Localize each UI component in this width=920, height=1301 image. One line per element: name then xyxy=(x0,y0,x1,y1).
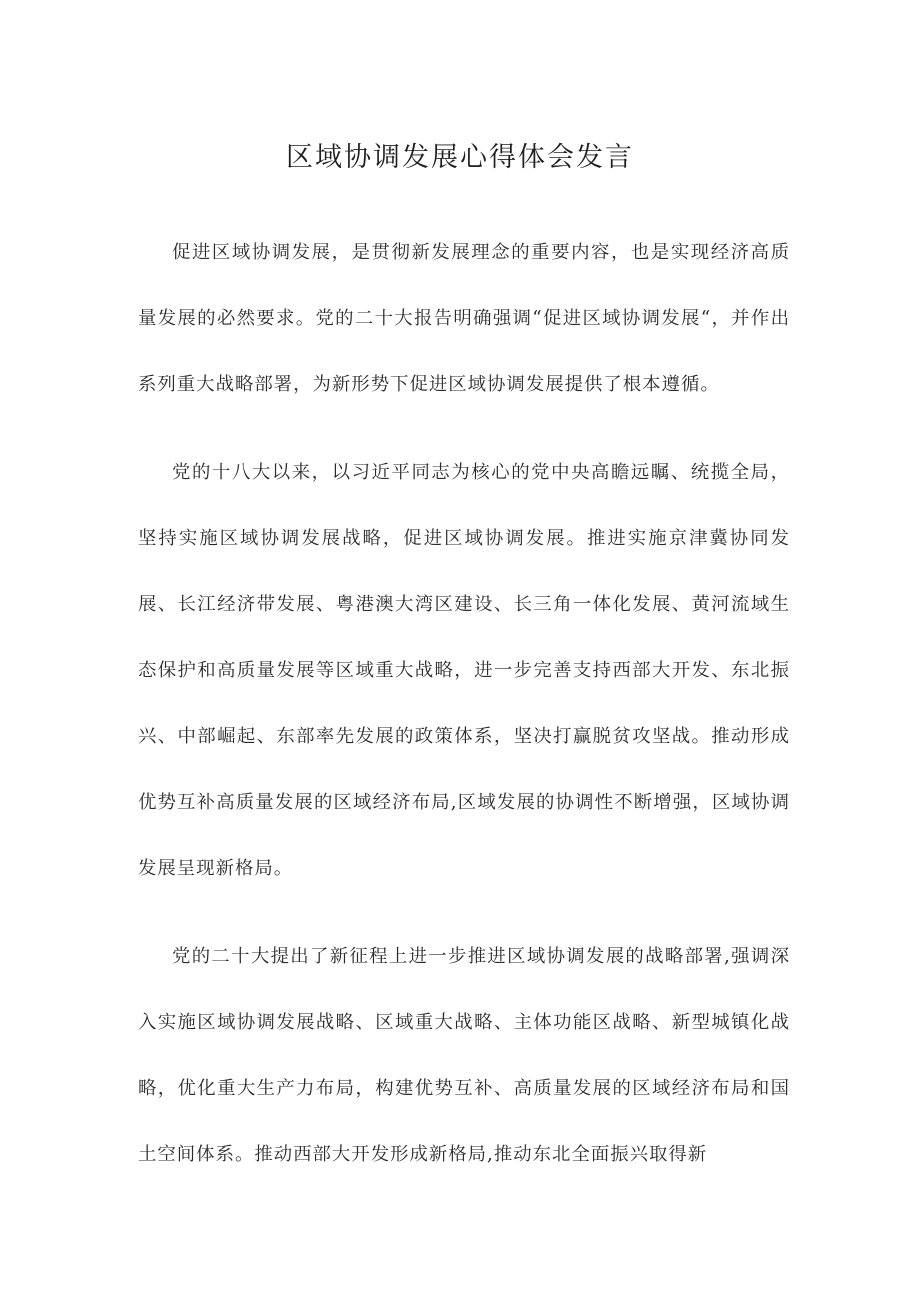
document-title: 区域协调发展心得体会发言 xyxy=(286,142,634,173)
paragraph-1: 促进区域协调发展，是贯彻新发展理念的重要内容，也是实现经济高质量发展的必然要求。党的二十大报告明确强调“促进区域协调发展“，并作出系列重大战略部署，为新形势下促进区域协调发展提供了根本遵循。 xyxy=(138,242,790,395)
paragraph-2: 党的十八大以来，以习近平同志为核心的党中央高瞻远瞩、统揽全局，坚持实施区域协调发展战略，促进区域协调发展。推进实施京津冀协同发展、长江经济带发展、粤港澳大湾区建设、长三角一体化发展、黄河流域生态保护和高质量发展等区域重大战略，进一步完善支持西部大开发、东北振兴、中部崛起、东部率先发展的政策体系，坚决打赢脱贫攻坚战。推动形成优势互补高质量发展的区域经济布局,区域发展的协调性不断增强，区域协调发展呈现新格局。 xyxy=(138,462,790,879)
document-body xyxy=(138,220,790,1188)
paragraph-3: 党的二十大提出了新征程上进一步推进区域协调发展的战略部署,强调深入实施区域协调发展战略、区域重大战略、主体功能区战略、新型城镇化战略，优化重大生产力布局，构建优势互补、高质量发展的区域经济布局和国土空间体系。推动西部大开发形成新格局,推动东北全面振兴取得新 xyxy=(138,946,790,1165)
